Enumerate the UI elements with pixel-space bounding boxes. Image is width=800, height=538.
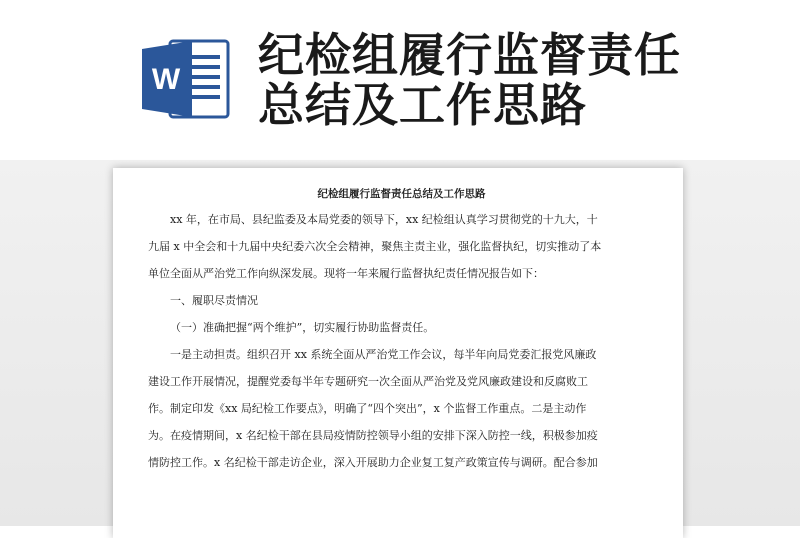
- paragraph-line: 建设工作开展情况，提醒党委每半年专题研究一次全面从严治党及党风廉政建设和反腐败工: [148, 375, 588, 388]
- subsection-heading: （一）准确把握“两个维护”，切实履行协助监督责任。: [170, 321, 435, 334]
- banner-header: [0, 0, 800, 160]
- paragraph-line: 单位全面从严治党工作向纵深发展。现将一年来履行监督执纪责任情况报告如下：: [148, 267, 544, 280]
- document-page: [113, 168, 683, 538]
- paragraph-line: 为。在疫情期间，x 名纪检干部在县局疫情防控领导小组的安排下深入防控一线，积极参加疫: [148, 429, 598, 442]
- word-icon-letter: W: [151, 63, 181, 96]
- paragraph-line: 一是主动担责。组织召开 xx 系统全面从严治党工作会议，每半年向局党委汇报党风廉政: [170, 348, 597, 361]
- paragraph-line: 作。制定印发《xx 局纪检工作要点》，明确了“四个突出”，x 个监督工作重点。二是主动作: [148, 402, 587, 415]
- paragraph-line: 情防控工作。x 名纪检干部走访企业，深入开展助力企业复工复产政策宣传与调研。配合参加: [148, 456, 598, 469]
- page-title-line-1: 纪检组履行监督责任: [258, 28, 681, 82]
- paragraph-line: xx 年，在市局、县纪监委及本局党委的领导下，xx 纪检组认真学习贯彻党的十九大，十: [170, 213, 598, 226]
- paragraph-line: 九届 x 中全会和十九届中央纪委六次全会精神，聚焦主责主业，强化监督执纪，切实推动了本: [148, 240, 602, 253]
- document-body: [148, 206, 655, 476]
- page-title-line-2: 总结及工作思路: [258, 78, 587, 132]
- page-title: [258, 30, 778, 130]
- word-icon: [140, 37, 232, 121]
- section-heading: 一、履职尽责情况: [170, 294, 258, 307]
- document-title: 纪检组履行监督责任总结及工作思路: [317, 188, 486, 200]
